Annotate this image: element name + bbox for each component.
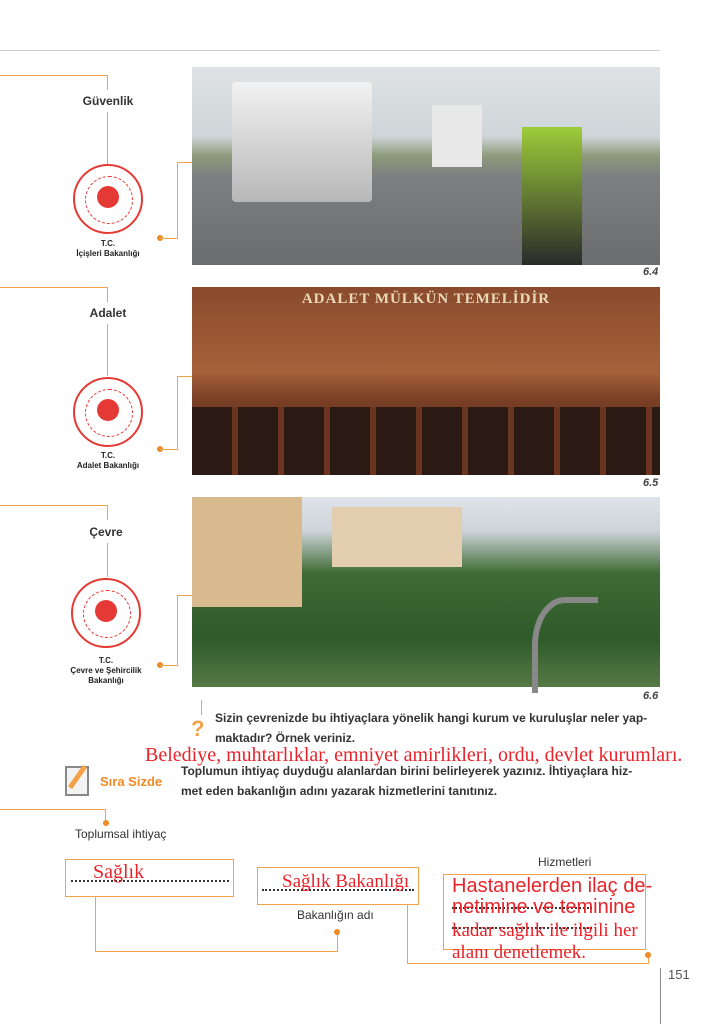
activity-text: Toplumun ihtiyaç duyduğu alanlardan birini belirleyerek yazınız. İhtiyaçlara hiz- met eden bakanlığın adını yazarak hizmetlerini tanıtınız. [181, 764, 633, 798]
photo-city-green [192, 497, 660, 687]
seal-caption: T.C. İçişleri Bakanlığı [76, 239, 140, 258]
services-answer-print: Hastanelerden ilaç de-netimine ve teminine [452, 875, 653, 918]
interior-ministry-seal-icon [73, 164, 143, 234]
handwritten-answer: Belediye, muhtarlıklar, emniyet amirlikleri, ordu, devlet kurumları. [145, 744, 683, 766]
seal-caption: T.C. Adalet Bakanlığı [76, 451, 140, 470]
page-number: 151 [668, 967, 690, 982]
need-label: Toplumsal ihtiyaç [75, 827, 167, 841]
pencil-paper-icon [65, 766, 89, 796]
section-title-cevre: Çevre [89, 525, 123, 539]
photo-caption: 6.4 [643, 266, 659, 278]
section-title-adalet: Adalet [89, 306, 127, 320]
photo-courtroom: ADALET MÜLKÜN TEMELİDİR [192, 287, 660, 475]
ministry-box[interactable]: Sağlık Bakanlığı [257, 867, 419, 905]
environment-ministry-seal-icon [71, 578, 141, 648]
sira-sizde-label: Sıra Sizde [100, 774, 163, 789]
need-box[interactable]: Sağlık [65, 859, 234, 897]
services-label: Hizmetleri [538, 855, 592, 869]
seal-caption: T.C. Çevre ve Şehircilik Bakanlığı [70, 656, 142, 685]
photo-traffic-police [192, 67, 660, 265]
photo-caption: 6.5 [643, 477, 659, 489]
top-rule [0, 50, 660, 51]
question-mark-icon: ? [191, 716, 205, 741]
section-title-guvenlik: Güvenlik [82, 94, 134, 108]
justice-ministry-seal-icon [73, 377, 143, 447]
question-text: Sizin çevrenizde bu ihtiyaçlara yönelik hangi kurum ve kuruluşlar neler yap- maktadır? Örnek veriniz. [215, 711, 648, 745]
photo-caption: 6.6 [643, 690, 659, 702]
services-answer-hand: kadar sağlık ile ilgili her alanı denetlemek. [452, 920, 638, 963]
ministry-label: Bakanlığın adı [297, 908, 374, 922]
